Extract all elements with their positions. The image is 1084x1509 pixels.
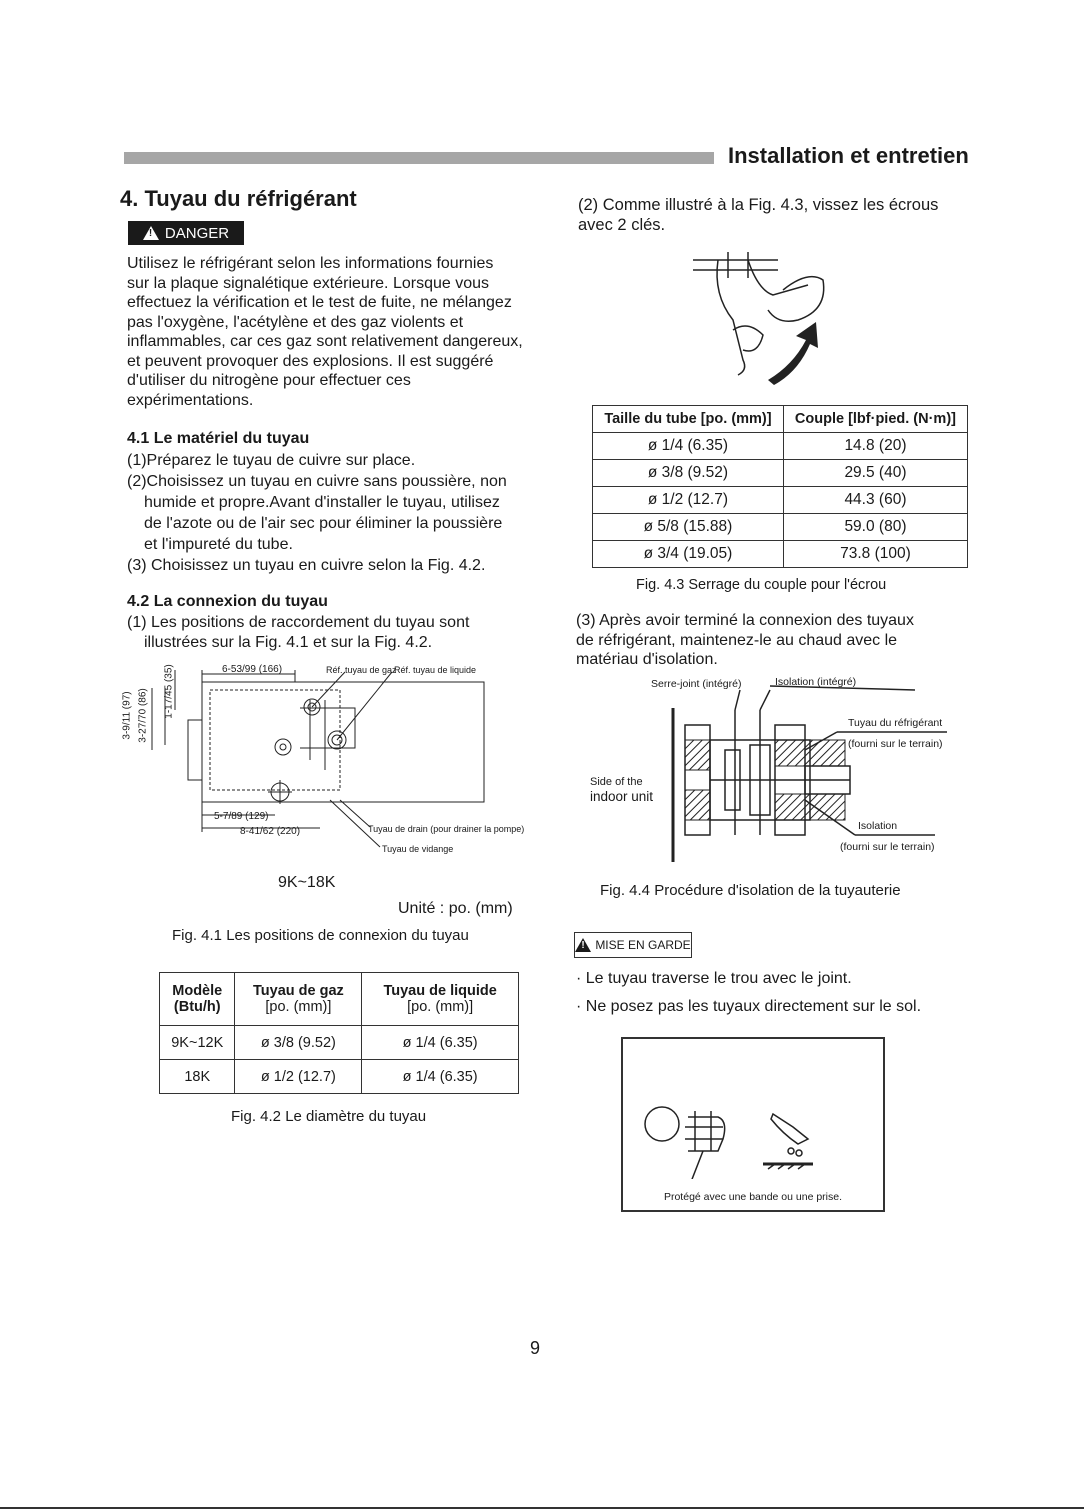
table-header-cell: Tuyau de gaz [po. (mm)]: [235, 973, 362, 1026]
warning-icon: [575, 938, 591, 952]
fig-4-4-clamp-label: Serre-joint (intégré): [651, 678, 742, 690]
intro-line: pas l'oxygène, l'acétylène et des gaz violents et: [127, 313, 464, 331]
table-cell: 9K~12K: [160, 1026, 235, 1060]
fig-4-4-side-label-2: indoor unit: [590, 789, 654, 804]
body-line: (3) Après avoir terminé la connexion des tuyaux: [576, 612, 914, 629]
fig-4-1-unit: Unité : po. (mm): [398, 900, 513, 917]
table-cell: ø 1/4 (6.35): [362, 1026, 519, 1060]
intro-line: sur la plaque signalétique extérieure. Lorsque vous: [127, 274, 490, 292]
body-line: (2) Comme illustré à la Fig. 4.3, vissez les écrous: [578, 196, 939, 214]
fig-4-4-pipe-label: Tuyau du réfrigérant: [848, 717, 943, 729]
fig-4-1-drain: Tuyau de vidange: [382, 844, 454, 854]
subsection-4-2-title: 4.2 La connexion du tuyau: [127, 593, 328, 610]
fig-4-3-table: [592, 405, 968, 568]
intro-paragraph: [127, 254, 523, 410]
body-line: (2)Choisissez un tuyau en cuivre sans poussière, non: [127, 473, 507, 490]
table-header-cell: Tuyau de liquide [po. (mm)]: [362, 973, 519, 1026]
table-row: [160, 1060, 519, 1094]
fig-4-4-insulation-integrated-label: Isolation (intégré): [775, 676, 857, 688]
table-row: [160, 1026, 519, 1060]
step-2-text: [578, 196, 938, 235]
subsection-4-1-body: [127, 450, 507, 576]
pipe-protection-figure: [621, 1037, 885, 1212]
caution-badge: [574, 932, 692, 958]
table-header-cell: Taille du tube [po. (mm)]: [593, 406, 784, 433]
fig-4-4-insulation-sub-label: (fourni sur le terrain): [840, 841, 935, 853]
table-cell: ø 1/2 (12.7): [593, 487, 784, 514]
table-cell: 73.8 (100): [783, 541, 967, 568]
table-header-cell: Modèle (Btu/h): [160, 973, 235, 1026]
fig-4-1-ref-gas: Réf. tuyau de gaz: [326, 665, 397, 675]
header-bar: [124, 152, 714, 164]
body-line: humide et propre.Avant d'installer le tuyau, utilisez: [144, 494, 500, 511]
table-cell: 29.5 (40): [783, 460, 967, 487]
table-cell: ø 5/8 (15.88): [593, 514, 784, 541]
bullet-item: · Le tuyau traverse le trou avec le joint.: [576, 970, 852, 987]
table-cell: 18K: [160, 1060, 235, 1094]
pipe-protection-caption: Protégé avec une bande ou une prise.: [663, 1191, 843, 1203]
caution-label: MISE EN GARDE: [595, 938, 691, 952]
table-header-cell: Couple [lbf·pied. (N·m)]: [783, 406, 967, 433]
fig-4-1-dim-v2: 3-27/70 (86): [137, 688, 149, 743]
table-row: [593, 541, 968, 568]
fig-4-2-table: [159, 972, 519, 1094]
step-3-text: [576, 611, 914, 670]
body-line: (3) Choisissez un tuyau en cuivre selon la Fig. 4.2.: [127, 557, 486, 574]
fig-4-1-drain-pump: Tuyau de drain (pour drainer la pompe): [368, 824, 525, 834]
subsection-4-1-title: 4.1 Le matériel du tuyau: [127, 430, 310, 447]
intro-line: effectuez la vérification et le test de fuite, ne mélangez: [127, 294, 512, 311]
body-line: (1)Préparez le tuyau de cuivre sur place.: [127, 452, 416, 469]
wrench-illustration: [688, 250, 838, 385]
body-line: illustrées sur la Fig. 4.1 et sur la Fig. 4.2.: [144, 634, 433, 651]
table-cell: 59.0 (80): [783, 514, 967, 541]
header-title: Installation et entretien: [728, 143, 969, 168]
fig-4-4-pipe-sub-label: (fourni sur le terrain): [848, 738, 943, 750]
fig-4-1-dim-v1: 3-9/11 (97): [121, 691, 133, 740]
intro-line: et peuvent provoquer des explosions. Il est suggéré: [127, 352, 494, 370]
pipe-protection-illustration: [623, 1039, 883, 1179]
fig-4-3-caption: Fig. 4.3 Serrage du couple pour l'écrou: [636, 577, 887, 593]
table-row: [593, 514, 968, 541]
intro-line: expérimentations.: [127, 391, 254, 409]
fig-4-4-side-label-1: Side of the: [590, 776, 643, 788]
danger-label: DANGER: [164, 224, 230, 242]
table-cell: ø 3/8 (9.52): [593, 460, 784, 487]
subsection-4-2-body: [127, 613, 469, 653]
page-number: 9: [530, 1338, 541, 1358]
fig-4-1-dim-b1: 5-7/89 (129): [214, 811, 269, 822]
table-cell: 14.8 (20): [783, 433, 967, 460]
table-row: [593, 460, 968, 487]
table-cell: 44.3 (60): [783, 487, 967, 514]
body-line: de l'azote ou de l'air sec pour éliminer la poussière: [144, 515, 503, 532]
table-cell: ø 1/4 (6.35): [593, 433, 784, 460]
fig-4-1-dim-v3: 1-17/45 (35): [163, 664, 175, 719]
fig-4-4-caption: Fig. 4.4 Procédure d'isolation de la tuyauterie: [600, 882, 901, 899]
table-row: [593, 487, 968, 514]
intro-line: d'utiliser du nitrogène pour effectuer ces: [127, 372, 411, 389]
table-cell: ø 1/4 (6.35): [362, 1060, 519, 1094]
bullet-item: · Ne posez pas les tuyaux directement sur le sol.: [576, 998, 922, 1015]
table-cell: ø 1/2 (12.7): [235, 1060, 362, 1094]
intro-line: inflammables, car ces gaz sont relativement dangereux,: [127, 333, 523, 350]
body-line: (1) Les positions de raccordement du tuyau sont: [127, 614, 470, 631]
table-header-row: [593, 406, 968, 433]
table-header-row: [160, 973, 519, 1026]
body-line: matériau d'isolation.: [576, 651, 718, 668]
warning-icon: [143, 226, 159, 240]
fig-4-2-caption: Fig. 4.2 Le diamètre du tuyau: [231, 1108, 427, 1125]
fig-4-1-dim-top: 6-53/99 (166): [222, 664, 283, 675]
section-title: 4. Tuyau du réfrigérant: [120, 186, 357, 211]
fig-4-1-ref-liquid: Réf. tuyau de liquide: [394, 665, 477, 675]
body-line: et l'impureté du tube.: [144, 536, 293, 553]
fig-4-1-caption: Fig. 4.1 Les positions de connexion du tuyau: [172, 927, 469, 944]
table-cell: ø 3/8 (9.52): [235, 1026, 362, 1060]
intro-line: Utilisez le réfrigérant selon les informations fournies: [127, 255, 494, 272]
fig-4-4-insulation-label: Isolation: [858, 820, 898, 832]
table-row: [593, 433, 968, 460]
fig-4-1-model-range: 9K~18K: [278, 874, 336, 891]
danger-badge: [128, 221, 244, 245]
fig-4-4-drawing: [585, 670, 965, 870]
body-line: de réfrigérant, maintenez-le au chaud avec le: [576, 631, 898, 649]
body-line: avec 2 clés.: [578, 215, 666, 234]
table-cell: ø 3/4 (19.05): [593, 541, 784, 568]
fig-4-1-dim-b2: 8-41/62 (220): [240, 826, 301, 837]
